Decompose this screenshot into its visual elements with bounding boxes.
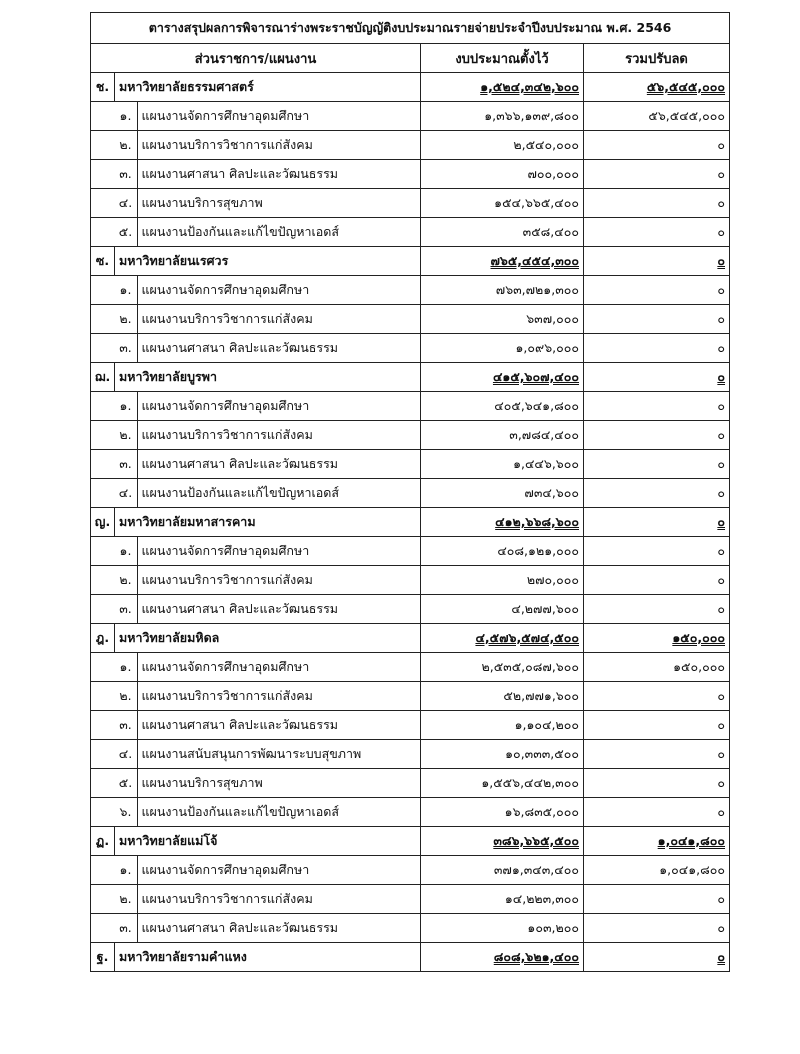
plan-adjust: ๐ xyxy=(584,711,730,740)
plan-number: ๓. xyxy=(115,595,138,623)
plan-budget: ๑,๓๖๖,๑๓๙,๘๐๐ xyxy=(421,102,584,131)
unit-code: ฏ. xyxy=(91,827,115,856)
plan-name-cell xyxy=(115,740,421,769)
plan-indent xyxy=(91,334,115,363)
plan-name: แผนงานจัดการศึกษาอุดมศึกษา xyxy=(141,282,310,297)
plan-name: แผนงานบริการสุขภาพ xyxy=(141,195,263,210)
plan-budget: ๑๔,๒๒๓,๓๐๐ xyxy=(421,885,584,914)
plan-row xyxy=(91,450,730,479)
unit-adjust: ๑,๐๔๑,๘๐๐ xyxy=(657,833,726,848)
plan-budget: ๗๖๓,๗๒๑,๓๐๐ xyxy=(421,276,584,305)
unit-adjust: ๕๖,๕๔๕,๐๐๐ xyxy=(646,79,726,94)
plan-name: แผนงานศาสนา ศิลปะและวัฒนธรรม xyxy=(141,456,339,471)
unit-adjust-cell xyxy=(584,943,730,972)
plan-number: ๒. xyxy=(115,421,138,449)
plan-budget: ๑,๕๕๖,๔๔๒,๓๐๐ xyxy=(421,769,584,798)
plan-name: แผนงานศาสนา ศิลปะและวัฒนธรรม xyxy=(141,166,339,181)
plan-indent xyxy=(91,740,115,769)
plan-adjust: ๐ xyxy=(584,305,730,334)
plan-name: แผนงานจัดการศึกษาอุดมศึกษา xyxy=(141,659,310,674)
plan-row xyxy=(91,798,730,827)
plan-adjust: ๑๕๐,๐๐๐ xyxy=(584,653,730,682)
unit-code: ญ. xyxy=(91,508,115,537)
unit-adjust-cell xyxy=(584,247,730,276)
plan-budget: ๔,๒๗๗,๖๐๐ xyxy=(421,595,584,624)
unit-name: มหาวิทยาลัยบูรพา xyxy=(115,363,421,392)
plan-name: แผนงานบริการวิชาการแก่สังคม xyxy=(141,137,313,152)
plan-budget: ๔๐๘,๑๒๑,๐๐๐ xyxy=(421,537,584,566)
plan-number: ๑. xyxy=(115,102,138,130)
plan-indent xyxy=(91,798,115,827)
plan-name-cell xyxy=(115,334,421,363)
plan-adjust: ๐ xyxy=(584,479,730,508)
plan-row xyxy=(91,711,730,740)
plan-indent xyxy=(91,682,115,711)
plan-adjust: ๐ xyxy=(584,276,730,305)
plan-budget: ๓๕๘,๔๐๐ xyxy=(421,218,584,247)
plan-name-cell xyxy=(115,450,421,479)
plan-row xyxy=(91,218,730,247)
plan-row xyxy=(91,682,730,711)
plan-row xyxy=(91,740,730,769)
unit-code: ฎ. xyxy=(91,624,115,653)
plan-name-cell xyxy=(115,421,421,450)
plan-adjust: ๐ xyxy=(584,421,730,450)
plan-number: ๒. xyxy=(115,682,138,710)
unit-row xyxy=(91,363,730,392)
budget-summary-table xyxy=(90,12,730,972)
plan-name-cell xyxy=(115,189,421,218)
document-page xyxy=(90,12,729,972)
plan-name-cell xyxy=(115,479,421,508)
unit-name: มหาวิทยาลัยมหาสารคาม xyxy=(115,508,421,537)
plan-indent xyxy=(91,305,115,334)
plan-number: ๖. xyxy=(115,798,138,826)
plan-row xyxy=(91,856,730,885)
plan-indent xyxy=(91,102,115,131)
unit-adjust: ๐ xyxy=(717,369,726,384)
unit-row xyxy=(91,827,730,856)
plan-number: ๔. xyxy=(115,740,138,768)
plan-budget: ๔๐๕,๖๔๑,๘๐๐ xyxy=(421,392,584,421)
unit-adjust: ๑๕๐,๐๐๐ xyxy=(672,630,726,645)
plan-budget: ๑๐,๓๓๓,๕๐๐ xyxy=(421,740,584,769)
plan-name-cell xyxy=(115,711,421,740)
plan-row xyxy=(91,885,730,914)
plan-name-cell xyxy=(115,160,421,189)
plan-adjust: ๐ xyxy=(584,392,730,421)
unit-budget: ๗๖๕,๔๕๔,๓๐๐ xyxy=(490,253,579,268)
unit-budget-cell xyxy=(421,508,584,537)
plan-row xyxy=(91,421,730,450)
plan-number: ๓. xyxy=(115,914,138,942)
unit-name: มหาวิทยาลัยแม่โจ้ xyxy=(115,827,421,856)
plan-name: แผนงานศาสนา ศิลปะและวัฒนธรรม xyxy=(141,601,339,616)
plan-row xyxy=(91,479,730,508)
unit-row xyxy=(91,508,730,537)
plan-number: ๑. xyxy=(115,392,138,420)
plan-indent xyxy=(91,537,115,566)
plan-name: แผนงานศาสนา ศิลปะและวัฒนธรรม xyxy=(141,340,339,355)
plan-number: ๒. xyxy=(115,566,138,594)
plan-number: ๓. xyxy=(115,711,138,739)
header-budget: งบประมาณตั้งไว้ xyxy=(421,44,584,73)
plan-row xyxy=(91,653,730,682)
plan-name: แผนงานศาสนา ศิลปะและวัฒนธรรม xyxy=(141,717,339,732)
plan-indent xyxy=(91,653,115,682)
plan-name-cell xyxy=(115,885,421,914)
plan-row xyxy=(91,276,730,305)
plan-name: แผนงานป้องกันและแก้ไขปัญหาเอดส์ xyxy=(141,224,340,239)
plan-name: แผนงานป้องกันและแก้ไขปัญหาเอดส์ xyxy=(141,485,340,500)
plan-indent xyxy=(91,914,115,943)
plan-indent xyxy=(91,450,115,479)
plan-name: แผนงานศาสนา ศิลปะและวัฒนธรรม xyxy=(141,920,339,935)
plan-budget: ๓,๗๘๔,๔๐๐ xyxy=(421,421,584,450)
plan-name-cell xyxy=(115,218,421,247)
plan-adjust: ๐ xyxy=(584,160,730,189)
plan-indent xyxy=(91,595,115,624)
plan-name-cell xyxy=(115,682,421,711)
unit-budget: ๔๑๒,๖๖๘,๖๐๐ xyxy=(495,514,579,529)
plan-row xyxy=(91,189,730,218)
unit-code: ซ. xyxy=(91,247,115,276)
plan-indent xyxy=(91,566,115,595)
unit-row xyxy=(91,247,730,276)
unit-budget-cell xyxy=(421,827,584,856)
unit-code: ฐ. xyxy=(91,943,115,972)
plan-name-cell xyxy=(115,914,421,943)
unit-adjust-cell xyxy=(584,363,730,392)
plan-budget: ๓๗๑,๓๔๓,๔๐๐ xyxy=(421,856,584,885)
plan-number: ๔. xyxy=(115,479,138,507)
plan-budget: ๗๓๔,๖๐๐ xyxy=(421,479,584,508)
plan-number: ๒. xyxy=(115,305,138,333)
plan-budget: ๒๗๐,๐๐๐ xyxy=(421,566,584,595)
plan-row xyxy=(91,914,730,943)
plan-name: แผนงานจัดการศึกษาอุดมศึกษา xyxy=(141,398,310,413)
plan-adjust: ๐ xyxy=(584,595,730,624)
plan-name: แผนงานสนับสนุนการพัฒนาระบบสุขภาพ xyxy=(141,746,362,761)
plan-row xyxy=(91,334,730,363)
plan-name: แผนงานบริการวิชาการแก่สังคม xyxy=(141,311,313,326)
unit-adjust-cell xyxy=(584,827,730,856)
unit-budget-cell xyxy=(421,624,584,653)
unit-code: ช. xyxy=(91,73,115,102)
plan-name: แผนงานจัดการศึกษาอุดมศึกษา xyxy=(141,862,310,877)
plan-name-cell xyxy=(115,392,421,421)
unit-budget-cell xyxy=(421,247,584,276)
plan-name-cell xyxy=(115,595,421,624)
plan-number: ๑. xyxy=(115,856,138,884)
plan-name-cell xyxy=(115,769,421,798)
unit-name: มหาวิทยาลัยมหิดล xyxy=(115,624,421,653)
header-adjust: รวมปรับลด xyxy=(584,44,730,73)
plan-number: ๓. xyxy=(115,160,138,188)
plan-name-cell xyxy=(115,276,421,305)
plan-indent xyxy=(91,885,115,914)
plan-budget: ๑๕๔,๖๖๕,๔๐๐ xyxy=(421,189,584,218)
unit-budget: ๑,๕๒๔,๓๔๒,๖๐๐ xyxy=(480,79,579,94)
plan-adjust: ๐ xyxy=(584,218,730,247)
plan-adjust: ๐ xyxy=(584,537,730,566)
plan-adjust: ๐ xyxy=(584,450,730,479)
unit-budget-cell xyxy=(421,73,584,102)
plan-name-cell xyxy=(115,566,421,595)
unit-budget: ๔๑๕,๖๐๗,๔๐๐ xyxy=(492,369,579,384)
plan-indent xyxy=(91,479,115,508)
unit-adjust-cell xyxy=(584,73,730,102)
plan-indent xyxy=(91,218,115,247)
plan-adjust: ๐ xyxy=(584,682,730,711)
plan-number: ๓. xyxy=(115,450,138,478)
plan-row xyxy=(91,305,730,334)
plan-budget: ๑๖,๘๓๕,๐๐๐ xyxy=(421,798,584,827)
header-agency: ส่วนราชการ/แผนงาน xyxy=(91,44,421,73)
plan-adjust: ๑,๐๔๑,๘๐๐ xyxy=(584,856,730,885)
plan-name-cell xyxy=(115,856,421,885)
plan-row xyxy=(91,160,730,189)
unit-name: มหาวิทยาลัยนเรศวร xyxy=(115,247,421,276)
plan-adjust: ๐ xyxy=(584,334,730,363)
plan-budget: ๑๐๓,๒๐๐ xyxy=(421,914,584,943)
unit-name: มหาวิทยาลัยรามคำแหง xyxy=(115,943,421,972)
plan-indent xyxy=(91,421,115,450)
unit-name: มหาวิทยาลัยธรรมศาสตร์ xyxy=(115,73,421,102)
table-title: ตารางสรุปผลการพิจารณาร่างพระราชบัญญัติงบประมาณรายจ่ายประจำปีงบประมาณ พ.ศ. 2546 xyxy=(91,13,730,44)
unit-budget: ๘๐๘,๖๒๑,๔๐๐ xyxy=(493,949,579,964)
plan-adjust: ๐ xyxy=(584,189,730,218)
plan-number: ๒. xyxy=(115,885,138,913)
unit-adjust: ๐ xyxy=(717,253,726,268)
plan-name-cell xyxy=(115,305,421,334)
plan-indent xyxy=(91,276,115,305)
plan-name: แผนงานบริการวิชาการแก่สังคม xyxy=(141,688,313,703)
unit-code: ฌ. xyxy=(91,363,115,392)
plan-adjust: ๐ xyxy=(584,769,730,798)
plan-number: ๑. xyxy=(115,276,138,304)
unit-adjust-cell xyxy=(584,508,730,537)
plan-name-cell xyxy=(115,798,421,827)
plan-budget: ๖๓๗,๐๐๐ xyxy=(421,305,584,334)
unit-row xyxy=(91,943,730,972)
plan-name-cell xyxy=(115,537,421,566)
plan-number: ๕. xyxy=(115,769,138,797)
plan-adjust: ๐ xyxy=(584,885,730,914)
plan-budget: ๑,๔๔๖,๖๐๐ xyxy=(421,450,584,479)
plan-row xyxy=(91,595,730,624)
unit-budget-cell xyxy=(421,943,584,972)
plan-indent xyxy=(91,131,115,160)
plan-name-cell xyxy=(115,131,421,160)
plan-row xyxy=(91,392,730,421)
plan-name: แผนงานบริการวิชาการแก่สังคม xyxy=(141,572,313,587)
plan-indent xyxy=(91,160,115,189)
unit-budget: ๔,๕๗๖,๕๗๔,๕๐๐ xyxy=(475,630,579,645)
plan-budget: ๕๒,๗๗๑,๖๐๐ xyxy=(421,682,584,711)
plan-row xyxy=(91,537,730,566)
plan-row xyxy=(91,769,730,798)
plan-budget: ๑,๑๐๔,๒๐๐ xyxy=(421,711,584,740)
plan-budget: ๑,๐๙๖,๐๐๐ xyxy=(421,334,584,363)
unit-budget: ๓๘๖,๖๖๕,๕๐๐ xyxy=(493,833,579,848)
unit-adjust-cell xyxy=(584,624,730,653)
plan-name-cell xyxy=(115,653,421,682)
plan-budget: ๗๐๐,๐๐๐ xyxy=(421,160,584,189)
plan-name: แผนงานจัดการศึกษาอุดมศึกษา xyxy=(141,543,310,558)
plan-adjust: ๐ xyxy=(584,131,730,160)
plan-adjust: ๐ xyxy=(584,798,730,827)
plan-adjust: ๐ xyxy=(584,566,730,595)
plan-indent xyxy=(91,711,115,740)
unit-budget-cell xyxy=(421,363,584,392)
plan-number: ๕. xyxy=(115,218,138,246)
plan-name: แผนงานบริการสุขภาพ xyxy=(141,775,263,790)
plan-indent xyxy=(91,189,115,218)
plan-name: แผนงานบริการวิชาการแก่สังคม xyxy=(141,427,313,442)
plan-row xyxy=(91,102,730,131)
unit-adjust: ๐ xyxy=(717,949,726,964)
plan-number: ๑. xyxy=(115,537,138,565)
plan-adjust: ๕๖,๕๔๕,๐๐๐ xyxy=(584,102,730,131)
plan-indent xyxy=(91,392,115,421)
plan-number: ๒. xyxy=(115,131,138,159)
plan-indent xyxy=(91,769,115,798)
plan-indent xyxy=(91,856,115,885)
plan-number: ๑. xyxy=(115,653,138,681)
plan-number: ๔. xyxy=(115,189,138,217)
plan-name: แผนงานจัดการศึกษาอุดมศึกษา xyxy=(141,108,310,123)
plan-row xyxy=(91,131,730,160)
plan-budget: ๒,๕๓๕,๐๘๗,๖๐๐ xyxy=(421,653,584,682)
plan-name-cell xyxy=(115,102,421,131)
plan-name: แผนงานบริการวิชาการแก่สังคม xyxy=(141,891,313,906)
plan-budget: ๒,๕๔๐,๐๐๐ xyxy=(421,131,584,160)
table-body xyxy=(91,73,730,972)
plan-number: ๓. xyxy=(115,334,138,362)
unit-adjust: ๐ xyxy=(717,514,726,529)
plan-adjust: ๐ xyxy=(584,914,730,943)
unit-row xyxy=(91,73,730,102)
plan-name: แผนงานป้องกันและแก้ไขปัญหาเอดส์ xyxy=(141,804,340,819)
plan-adjust: ๐ xyxy=(584,740,730,769)
plan-row xyxy=(91,566,730,595)
unit-row xyxy=(91,624,730,653)
